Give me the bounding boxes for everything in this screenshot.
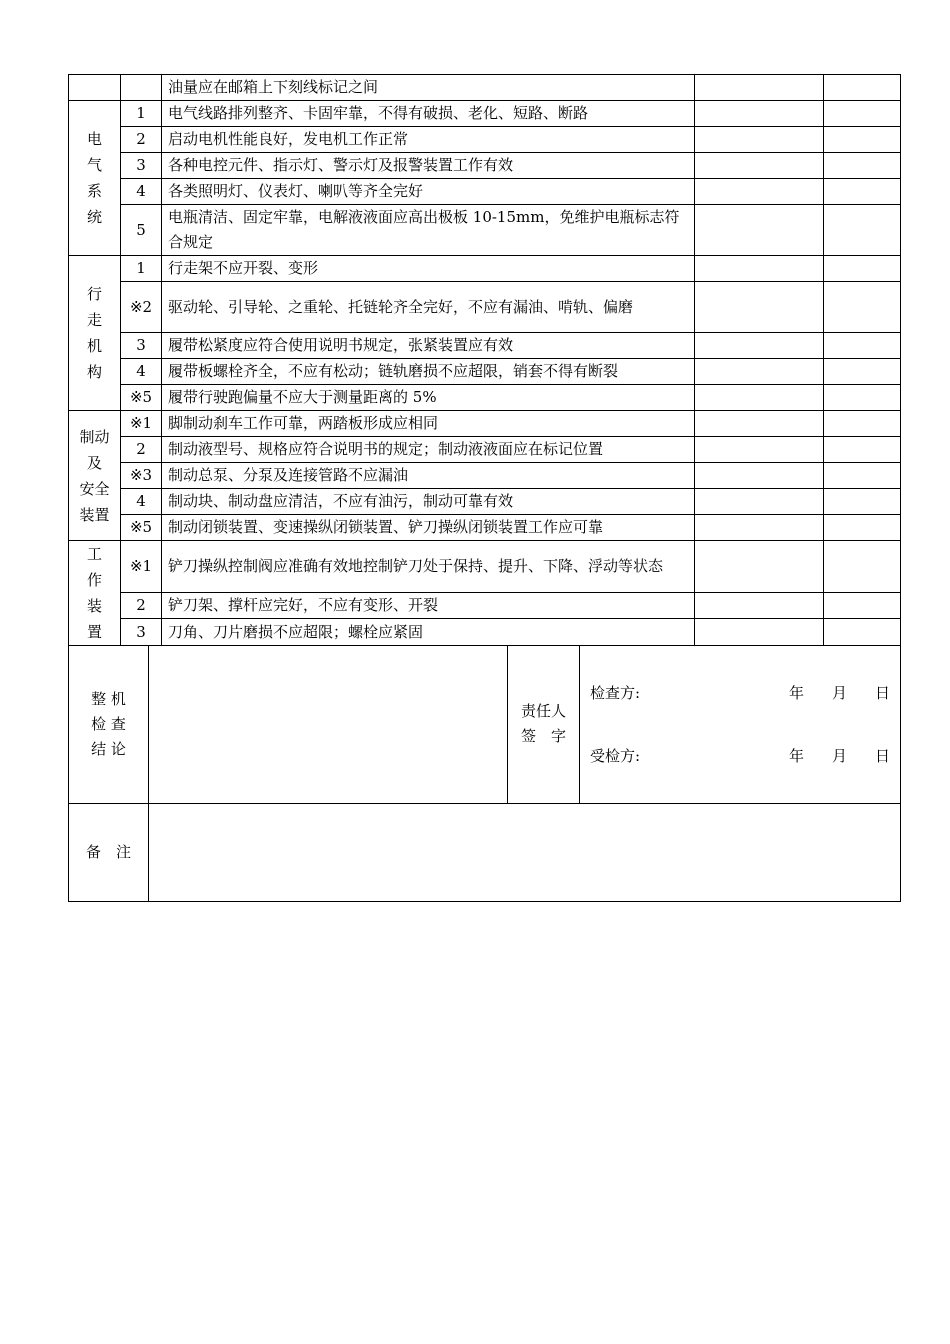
- result-cell[interactable]: [695, 101, 824, 127]
- remark-cell[interactable]: [824, 437, 901, 463]
- result-cell[interactable]: [695, 256, 824, 282]
- table-row: [69, 101, 901, 127]
- category-label-line: 装置: [79, 505, 110, 524]
- item-number: ※1: [121, 541, 162, 593]
- category-label-line: 安全: [79, 479, 110, 498]
- item-text: 铲刀架、撑杆应完好，不应有变形、开裂: [162, 592, 695, 619]
- item-number: 2: [121, 592, 162, 619]
- item-number: 4: [121, 179, 162, 205]
- table-row: [69, 385, 901, 411]
- result-cell[interactable]: [695, 153, 824, 179]
- result-cell[interactable]: [695, 437, 824, 463]
- category-label-line: 制动: [79, 427, 110, 446]
- category-label-line: 走: [86, 311, 102, 329]
- remark-cell[interactable]: [824, 179, 901, 205]
- month-label: 月: [831, 683, 847, 702]
- inspected-date: [789, 741, 890, 771]
- category-label-line: 机: [86, 337, 102, 355]
- category-label: [69, 541, 121, 646]
- remark-cell[interactable]: [824, 333, 901, 359]
- remarks-label: 备 注: [69, 803, 149, 901]
- category-label-line: 气: [86, 156, 102, 174]
- conclusion-label-line: 整 机: [91, 689, 126, 708]
- item-text: 各类照明灯、仪表灯、喇叭等齐全完好: [162, 179, 695, 205]
- table-row: [69, 515, 901, 541]
- item-number: 4: [121, 489, 162, 515]
- remark-cell[interactable]: [824, 282, 901, 333]
- signature-label: [508, 646, 580, 803]
- item-number: ※3: [121, 463, 162, 489]
- table-row: [69, 592, 901, 619]
- remark-cell[interactable]: [824, 592, 901, 619]
- category-label-line: 行: [86, 285, 102, 303]
- item-number: 2: [121, 127, 162, 153]
- day-label: 日: [874, 683, 890, 702]
- table-row: [69, 541, 901, 593]
- result-cell[interactable]: [695, 75, 824, 101]
- table-row: [69, 437, 901, 463]
- inspector-label: 检查方:: [590, 683, 641, 702]
- item-number: ※5: [121, 385, 162, 411]
- inspection-sheet: [68, 74, 900, 902]
- item-text: 驱动轮、引导轮、之重轮、托链轮齐全完好，不应有漏油、啃轨、偏磨: [162, 282, 695, 333]
- item-text: 履带松紧度应符合使用说明书规定，张紧装置应有效: [162, 333, 695, 359]
- remark-cell[interactable]: [824, 256, 901, 282]
- table-row: [69, 333, 901, 359]
- table-row: [69, 205, 901, 256]
- result-cell[interactable]: [695, 385, 824, 411]
- conclusion-field[interactable]: [149, 646, 508, 803]
- table-row: [69, 282, 901, 333]
- result-cell[interactable]: [695, 515, 824, 541]
- item-number: ※1: [121, 411, 162, 437]
- inspector-date: [789, 678, 890, 708]
- result-cell[interactable]: [695, 619, 824, 646]
- remark-cell[interactable]: [824, 463, 901, 489]
- category-label: [69, 411, 121, 541]
- conclusion-label-line: 检 查: [91, 714, 126, 733]
- category-label-line: 系: [86, 182, 102, 200]
- category-label-line: 置: [86, 623, 102, 641]
- item-number: 3: [121, 333, 162, 359]
- remark-cell[interactable]: [824, 541, 901, 593]
- item-text: 各种电控元件、指示灯、警示灯及报警装置工作有效: [162, 153, 695, 179]
- result-cell[interactable]: [695, 179, 824, 205]
- item-number: 1: [121, 256, 162, 282]
- category-label-line: 构: [86, 363, 102, 381]
- inspected-line: [580, 741, 900, 771]
- table-row: [69, 153, 901, 179]
- remarks-row: [69, 803, 901, 901]
- item-text: 制动液型号、规格应符合说明书的规定；制动液液面应在标记位置: [162, 437, 695, 463]
- item-text: 油量应在邮箱上下刻线标记之间: [162, 75, 695, 101]
- conclusion-label: [69, 646, 149, 803]
- item-number: [121, 75, 162, 101]
- table-row: [69, 359, 901, 385]
- table-row: [69, 179, 901, 205]
- table-row: [69, 463, 901, 489]
- conclusion-table: [68, 646, 901, 902]
- item-number: ※2: [121, 282, 162, 333]
- table-row: [69, 256, 901, 282]
- remark-cell[interactable]: [824, 619, 901, 646]
- inspection-table: [68, 74, 901, 646]
- category-label-line: 工: [86, 545, 102, 563]
- remark-cell[interactable]: [824, 75, 901, 101]
- category-label-line: 及: [86, 453, 102, 472]
- item-text: 履带板螺栓齐全，不应有松动；链轨磨损不应超限，销套不得有断裂: [162, 359, 695, 385]
- result-cell[interactable]: [695, 541, 824, 593]
- result-cell[interactable]: [695, 282, 824, 333]
- category-label-line: 统: [86, 208, 102, 226]
- item-number: 5: [121, 205, 162, 256]
- remark-cell[interactable]: [824, 127, 901, 153]
- category-label-line: 装: [86, 597, 102, 615]
- item-text: 制动块、制动盘应清洁，不应有油污，制动可靠有效: [162, 489, 695, 515]
- category-cell: [69, 75, 121, 101]
- conclusion-label-line: 结 论: [91, 739, 126, 758]
- inspector-line: [580, 678, 900, 708]
- table-row: [69, 489, 901, 515]
- item-text: 制动总泵、分泵及连接管路不应漏油: [162, 463, 695, 489]
- day-label: 日: [874, 746, 890, 765]
- item-number: 1: [121, 101, 162, 127]
- result-cell[interactable]: [695, 463, 824, 489]
- item-number: 3: [121, 153, 162, 179]
- item-text: 履带行驶跑偏量不应大于测量距离的 5%: [162, 385, 695, 411]
- conclusion-row: [69, 646, 901, 803]
- signature-field[interactable]: [580, 646, 901, 803]
- item-text: 启动电机性能良好，发电机工作正常: [162, 127, 695, 153]
- table-row: [69, 619, 901, 646]
- category-label-line: 作: [86, 571, 102, 589]
- signature-label-line: 责任人: [520, 702, 566, 721]
- signature-label-line: 签 字: [520, 727, 566, 746]
- remarks-field[interactable]: [149, 803, 901, 901]
- category-label: [69, 256, 121, 411]
- item-text: 电气线路排列整齐、卡固牢靠，不得有破损、老化、短路、断路: [162, 101, 695, 127]
- item-text: 铲刀操纵控制阀应准确有效地控制铲刀处于保持、提升、下降、浮动等状态: [162, 541, 695, 593]
- remark-cell[interactable]: [824, 205, 901, 256]
- result-cell[interactable]: [695, 205, 824, 256]
- item-text: 行走架不应开裂、变形: [162, 256, 695, 282]
- item-text: 脚制动刹车工作可靠，两踏板形成应相同: [162, 411, 695, 437]
- remark-cell[interactable]: [824, 489, 901, 515]
- remark-cell[interactable]: [824, 515, 901, 541]
- table-row: [69, 127, 901, 153]
- inspected-label: 受检方:: [590, 746, 641, 765]
- result-cell[interactable]: [695, 489, 824, 515]
- category-label-line: 电: [86, 130, 102, 148]
- remark-cell[interactable]: [824, 101, 901, 127]
- month-label: 月: [831, 746, 847, 765]
- item-number: 3: [121, 619, 162, 646]
- remark-cell[interactable]: [824, 385, 901, 411]
- item-number: 2: [121, 437, 162, 463]
- year-label: 年: [788, 746, 804, 765]
- result-cell[interactable]: [695, 127, 824, 153]
- result-cell[interactable]: [695, 333, 824, 359]
- category-label: [69, 101, 121, 256]
- table-row: [69, 75, 901, 101]
- item-number: 4: [121, 359, 162, 385]
- item-text: 制动闭锁装置、变速操纵闭锁装置、铲刀操纵闭锁装置工作应可靠: [162, 515, 695, 541]
- result-cell[interactable]: [695, 592, 824, 619]
- result-cell[interactable]: [695, 359, 824, 385]
- remark-cell[interactable]: [824, 153, 901, 179]
- remark-cell[interactable]: [824, 411, 901, 437]
- item-text: 电瓶清洁、固定牢靠，电解液液面应高出极板 10-15mm，免维护电瓶标志符合规定: [162, 205, 695, 256]
- item-number: ※5: [121, 515, 162, 541]
- result-cell[interactable]: [695, 411, 824, 437]
- item-text: 刀角、刀片磨损不应超限；螺栓应紧固: [162, 619, 695, 646]
- year-label: 年: [788, 683, 804, 702]
- table-row: [69, 411, 901, 437]
- remark-cell[interactable]: [824, 359, 901, 385]
